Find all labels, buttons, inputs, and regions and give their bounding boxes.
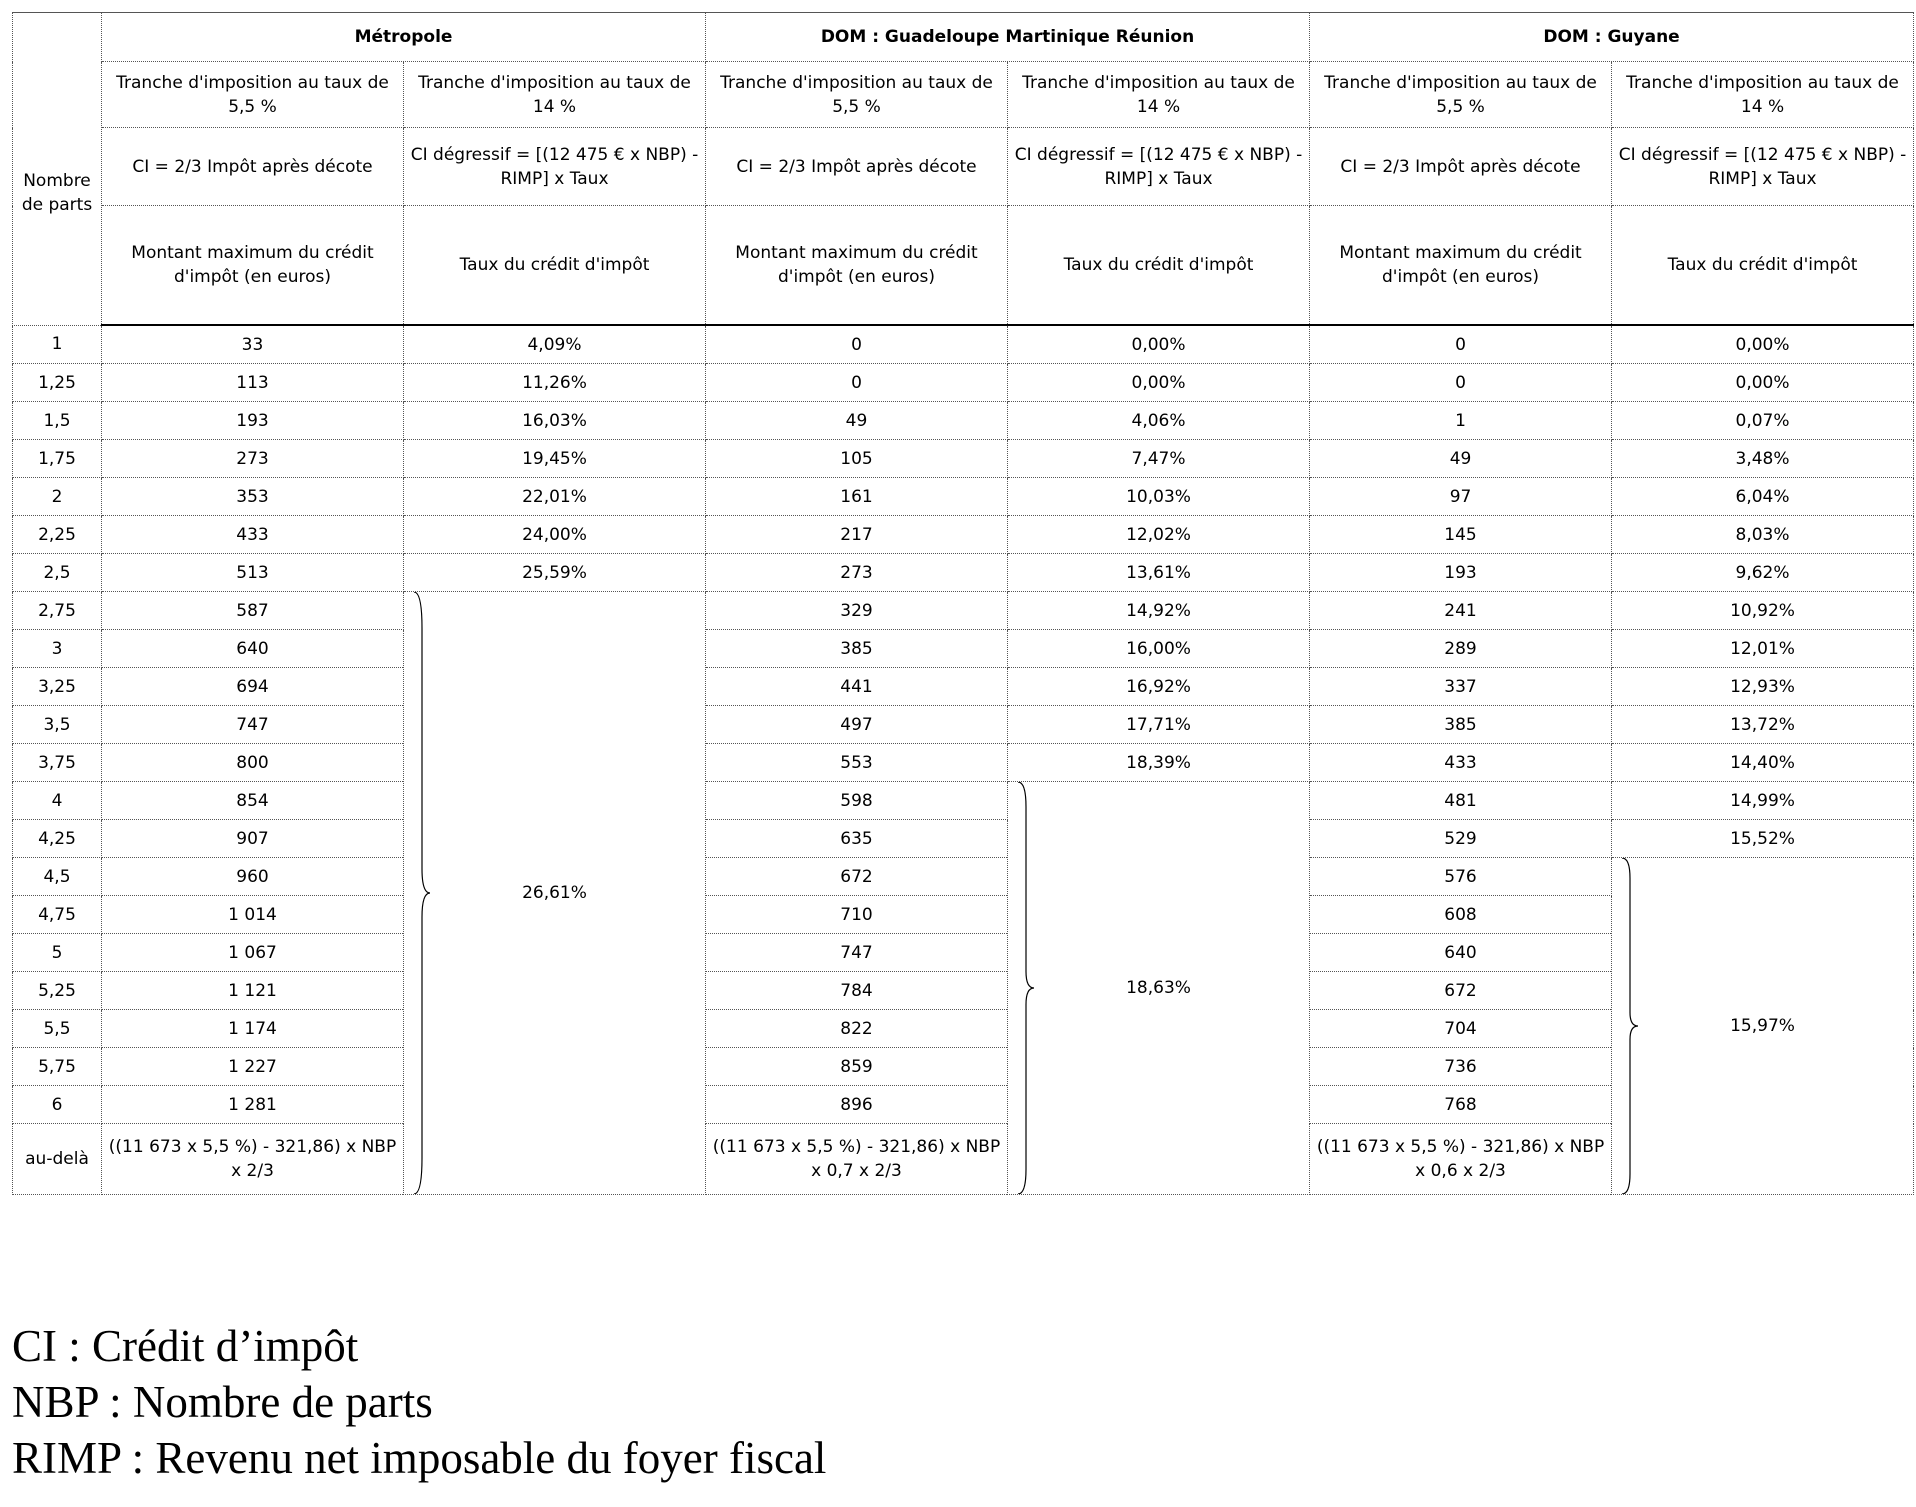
guadeloupe-rate-cell: 16,92% [1008, 668, 1310, 706]
table-row [13, 440, 1914, 478]
guyane-amount-cell: 385 [1310, 706, 1612, 744]
guyane-amount-cell: 672 [1310, 972, 1612, 1010]
guyane-rate-cell: 8,03% [1612, 516, 1914, 554]
metropole-amount-cell: 1 174 [102, 1010, 404, 1048]
guyane-montant-header: Montant maximum du crédit d'impôt (en euros) [1310, 206, 1612, 326]
metropole-merged-rate-value: 26,61% [522, 883, 587, 903]
guadeloupe-amount-cell: 822 [706, 1010, 1008, 1048]
guadeloupe-taux-header: Taux du crédit d'impôt [1008, 206, 1310, 326]
guyane-amount-cell: 337 [1310, 668, 1612, 706]
table-row [13, 782, 1914, 820]
guyane-amount-cell: 193 [1310, 554, 1612, 592]
guyane-amount-cell: 736 [1310, 1048, 1612, 1086]
guadeloupe-amount-cell: 217 [706, 516, 1008, 554]
guyane-amount-cell: 1 [1310, 402, 1612, 440]
guadeloupe-amount-cell: 598 [706, 782, 1008, 820]
guadeloupe-merged-rate [1008, 782, 1310, 1195]
guadeloupe-rate-cell: 17,71% [1008, 706, 1310, 744]
guyane-amount-cell: 289 [1310, 630, 1612, 668]
metropole-tranche-14: Tranche d'imposition au taux de 14 % [404, 62, 706, 128]
table-row [13, 516, 1914, 554]
parts-cell: 2,5 [13, 554, 102, 592]
parts-cell: 4,75 [13, 896, 102, 934]
metropole-amount-cell: 907 [102, 820, 404, 858]
guadeloupe-amount-cell: 329 [706, 592, 1008, 630]
table-row [13, 478, 1914, 516]
table-row [13, 554, 1914, 592]
guadeloupe-amount-cell: 105 [706, 440, 1008, 478]
guyane-rate-cell: 14,99% [1612, 782, 1914, 820]
legend-nbp: NBP : Nombre de parts [12, 1377, 433, 1427]
guadeloupe-ci-formula: CI = 2/3 Impôt après décote [706, 128, 1008, 206]
brace-icon [1620, 858, 1640, 1194]
parts-cell: 6 [13, 1086, 102, 1124]
guyane-rate-cell: 0,00% [1612, 364, 1914, 402]
parts-cell: 2 [13, 478, 102, 516]
parts-cell: 4,25 [13, 820, 102, 858]
guadeloupe-amount-cell: 672 [706, 858, 1008, 896]
guyane-amount-cell: 529 [1310, 820, 1612, 858]
tax-credit-table [12, 12, 1914, 1195]
guyane-amount-cell: 0 [1310, 325, 1612, 364]
metropole-amount-formula: ((11 673 x 5,5 %) - 321,86) x NBP x 2/3 [102, 1124, 404, 1195]
metropole-amount-cell: 640 [102, 630, 404, 668]
guadeloupe-merged-rate-value: 18,63% [1126, 978, 1191, 998]
guyane-rate-cell: 3,48% [1612, 440, 1914, 478]
guyane-amount-cell: 433 [1310, 744, 1612, 782]
guyane-amount-cell: 704 [1310, 1010, 1612, 1048]
guyane-tranche-55: Tranche d'imposition au taux de 5,5 % [1310, 62, 1612, 128]
guadeloupe-amount-cell: 161 [706, 478, 1008, 516]
metropole-amount-cell: 1 067 [102, 934, 404, 972]
metropole-amount-cell: 433 [102, 516, 404, 554]
guadeloupe-rate-cell: 14,92% [1008, 592, 1310, 630]
metropole-tranche-55: Tranche d'imposition au taux de 5,5 % [102, 62, 404, 128]
metropole-amount-cell: 694 [102, 668, 404, 706]
guyane-amount-cell: 97 [1310, 478, 1612, 516]
guadeloupe-ci-degressif-formula: CI dégressif = [(12 475 € x NBP) - RIMP] x Taux [1008, 128, 1310, 206]
guyane-rate-cell: 15,52% [1612, 820, 1914, 858]
guadeloupe-amount-cell: 710 [706, 896, 1008, 934]
guyane-amount-cell: 768 [1310, 1086, 1612, 1124]
guyane-rate-cell: 9,62% [1612, 554, 1914, 592]
table-row [13, 402, 1914, 440]
guadeloupe-rate-cell: 18,39% [1008, 744, 1310, 782]
guadeloupe-rate-cell: 12,02% [1008, 516, 1310, 554]
guyane-rate-cell: 0,07% [1612, 402, 1914, 440]
guadeloupe-amount-cell: 784 [706, 972, 1008, 1010]
guyane-amount-cell: 241 [1310, 592, 1612, 630]
metropole-amount-cell: 1 227 [102, 1048, 404, 1086]
parts-cell: 4,5 [13, 858, 102, 896]
metropole-taux-header: Taux du crédit d'impôt [404, 206, 706, 326]
table-row [13, 706, 1914, 744]
table-row [13, 592, 1914, 630]
guadeloupe-tranche-55: Tranche d'imposition au taux de 5,5 % [706, 62, 1008, 128]
guadeloupe-amount-cell: 896 [706, 1086, 1008, 1124]
parts-cell: 3 [13, 630, 102, 668]
metropole-amount-cell: 854 [102, 782, 404, 820]
guadeloupe-rate-cell: 13,61% [1008, 554, 1310, 592]
table-row [13, 744, 1914, 782]
metropole-amount-cell: 1 014 [102, 896, 404, 934]
metropole-amount-cell: 587 [102, 592, 404, 630]
metropole-amount-cell: 33 [102, 325, 404, 364]
metropole-amount-cell: 1 281 [102, 1086, 404, 1124]
parts-cell: 3,5 [13, 706, 102, 744]
metropole-rate-cell: 24,00% [404, 516, 706, 554]
guyane-rate-cell: 14,40% [1612, 744, 1914, 782]
guyane-tranche-14: Tranche d'imposition au taux de 14 % [1612, 62, 1914, 128]
guadeloupe-amount-cell: 273 [706, 554, 1008, 592]
nombre-de-parts-header: Nombre de parts [13, 62, 102, 326]
guyane-rate-cell: 10,92% [1612, 592, 1914, 630]
guadeloupe-amount-cell: 859 [706, 1048, 1008, 1086]
guyane-rate-cell: 13,72% [1612, 706, 1914, 744]
parts-cell: 1,25 [13, 364, 102, 402]
parts-cell: 5 [13, 934, 102, 972]
legend [12, 1318, 826, 1486]
parts-cell: 4 [13, 782, 102, 820]
metropole-merged-rate [404, 592, 706, 1195]
parts-cell: 5,5 [13, 1010, 102, 1048]
metropole-amount-cell: 193 [102, 402, 404, 440]
guadeloupe-tranche-14: Tranche d'imposition au taux de 14 % [1008, 62, 1310, 128]
guyane-amount-cell: 481 [1310, 782, 1612, 820]
header-corner-empty [13, 13, 102, 62]
brace-icon [412, 592, 432, 1194]
guyane-ci-formula: CI = 2/3 Impôt après décote [1310, 128, 1612, 206]
guadeloupe-rate-cell: 0,00% [1008, 325, 1310, 364]
metropole-montant-header: Montant maximum du crédit d'impôt (en euros) [102, 206, 404, 326]
guadeloupe-amount-cell: 441 [706, 668, 1008, 706]
parts-cell: 1,75 [13, 440, 102, 478]
brace-icon [1016, 782, 1036, 1194]
metropole-amount-cell: 747 [102, 706, 404, 744]
guyane-amount-cell: 576 [1310, 858, 1612, 896]
table-row [13, 858, 1914, 896]
table-row [13, 630, 1914, 668]
guyane-amount-cell: 145 [1310, 516, 1612, 554]
metropole-rate-cell: 22,01% [404, 478, 706, 516]
guadeloupe-amount-formula: ((11 673 x 5,5 %) - 321,86) x NBP x 0,7 x 2/3 [706, 1124, 1008, 1195]
legend-ci: CI : Crédit d’impôt [12, 1321, 359, 1371]
metropole-ci-formula: CI = 2/3 Impôt après décote [102, 128, 404, 206]
metropole-rate-cell: 19,45% [404, 440, 706, 478]
legend-rimp: RIMP : Revenu net imposable du foyer fiscal [12, 1433, 827, 1483]
metropole-ci-degressif-formula: CI dégressif = [(12 475 € x NBP) - RIMP] x Taux [404, 128, 706, 206]
guyane-amount-cell: 0 [1310, 364, 1612, 402]
guyane-amount-cell: 49 [1310, 440, 1612, 478]
guyane-amount-cell: 608 [1310, 896, 1612, 934]
guadeloupe-rate-cell: 10,03% [1008, 478, 1310, 516]
guyane-taux-header: Taux du crédit d'impôt [1612, 206, 1914, 326]
guadeloupe-rate-cell: 4,06% [1008, 402, 1310, 440]
metropole-rate-cell: 25,59% [404, 554, 706, 592]
parts-cell: 5,25 [13, 972, 102, 1010]
guadeloupe-amount-cell: 0 [706, 364, 1008, 402]
table-row [13, 820, 1914, 858]
metropole-amount-cell: 800 [102, 744, 404, 782]
parts-cell: 1,5 [13, 402, 102, 440]
metropole-amount-cell: 513 [102, 554, 404, 592]
parts-cell: 2,25 [13, 516, 102, 554]
region-guyane-header: DOM : Guyane [1310, 13, 1914, 62]
guyane-rate-cell: 12,01% [1612, 630, 1914, 668]
guyane-merged-rate-value: 15,97% [1730, 1016, 1795, 1036]
guyane-rate-cell: 0,00% [1612, 325, 1914, 364]
region-metropole-header: Métropole [102, 13, 706, 62]
guadeloupe-rate-cell: 7,47% [1008, 440, 1310, 478]
guadeloupe-amount-cell: 635 [706, 820, 1008, 858]
metropole-amount-cell: 113 [102, 364, 404, 402]
guadeloupe-amount-cell: 385 [706, 630, 1008, 668]
guadeloupe-amount-cell: 497 [706, 706, 1008, 744]
table-row [13, 668, 1914, 706]
metropole-amount-cell: 960 [102, 858, 404, 896]
parts-cell: 2,75 [13, 592, 102, 630]
parts-cell: 3,75 [13, 744, 102, 782]
guadeloupe-amount-cell: 747 [706, 934, 1008, 972]
guadeloupe-montant-header: Montant maximum du crédit d'impôt (en euros) [706, 206, 1008, 326]
parts-cell: au-delà [13, 1124, 102, 1195]
parts-cell: 5,75 [13, 1048, 102, 1086]
metropole-amount-cell: 353 [102, 478, 404, 516]
table-row [13, 364, 1914, 402]
guyane-amount-cell: 640 [1310, 934, 1612, 972]
guadeloupe-amount-cell: 49 [706, 402, 1008, 440]
guyane-amount-formula: ((11 673 x 5,5 %) - 321,86) x NBP x 0,6 x 2/3 [1310, 1124, 1612, 1195]
guadeloupe-rate-cell: 0,00% [1008, 364, 1310, 402]
guadeloupe-amount-cell: 0 [706, 325, 1008, 364]
metropole-rate-cell: 16,03% [404, 402, 706, 440]
table-row [13, 325, 1914, 364]
metropole-amount-cell: 1 121 [102, 972, 404, 1010]
guyane-ci-degressif-formula: CI dégressif = [(12 475 € x NBP) - RIMP] x Taux [1612, 128, 1914, 206]
guadeloupe-rate-cell: 16,00% [1008, 630, 1310, 668]
guyane-rate-cell: 6,04% [1612, 478, 1914, 516]
metropole-amount-cell: 273 [102, 440, 404, 478]
guadeloupe-amount-cell: 553 [706, 744, 1008, 782]
region-guadeloupe-header: DOM : Guadeloupe Martinique Réunion [706, 13, 1310, 62]
metropole-rate-cell: 11,26% [404, 364, 706, 402]
metropole-rate-cell: 4,09% [404, 325, 706, 364]
guyane-rate-cell: 12,93% [1612, 668, 1914, 706]
parts-cell: 1 [13, 325, 102, 364]
parts-cell: 3,25 [13, 668, 102, 706]
guyane-merged-rate [1612, 858, 1914, 1195]
